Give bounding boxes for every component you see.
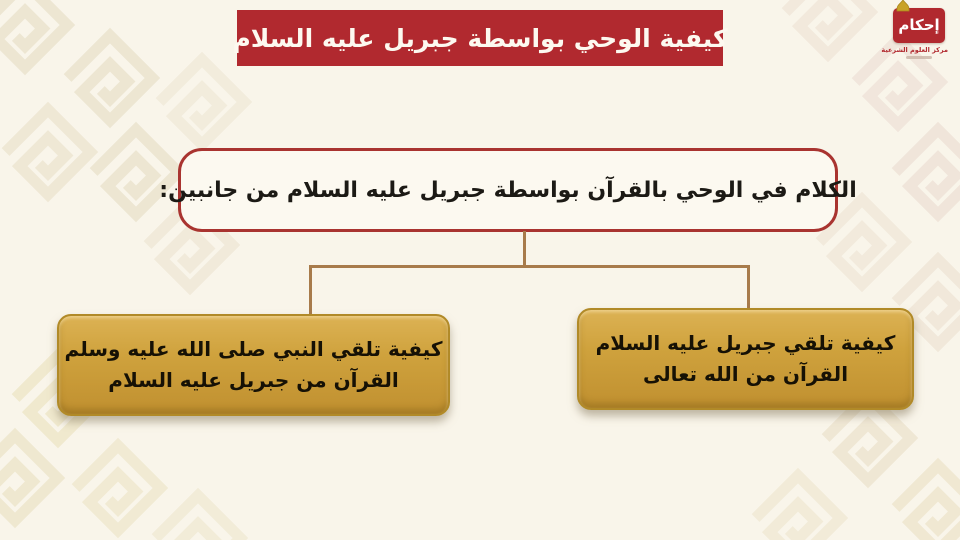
main-statement-text: الكلام في الوحي بالقرآن بواسطة جبريل عليه السلام من جانبين: xyxy=(159,177,857,203)
logo-subtitle: مركز العلوم الشرعية xyxy=(881,46,948,54)
connector-vertical-left xyxy=(309,265,312,315)
slide-title: كيفية الوحي بواسطة جبريل عليه السلام xyxy=(232,23,728,53)
branch-line: القرآن من جبريل عليه السلام xyxy=(108,368,399,392)
branch-line: القرآن من الله تعالى xyxy=(642,362,849,386)
connector-horizontal xyxy=(309,265,750,268)
title-banner xyxy=(232,10,728,66)
branch-line: كيفية تلقي جبريل عليه السلام xyxy=(595,331,896,355)
connector-vertical-center xyxy=(523,231,526,267)
logo-fine-print xyxy=(906,56,932,59)
branch-line: كيفية تلقي النبي صلى الله عليه وسلم xyxy=(64,337,443,361)
connector-vertical-right xyxy=(747,265,750,309)
logo-mark xyxy=(893,8,945,43)
logo-name: إحكام xyxy=(898,16,940,34)
branch-box-prophet-from-gabriel xyxy=(57,314,450,416)
dome-icon xyxy=(895,0,911,12)
logo xyxy=(881,8,948,59)
main-statement-box xyxy=(159,148,857,232)
branch-box-gabriel-from-allah xyxy=(577,308,914,410)
